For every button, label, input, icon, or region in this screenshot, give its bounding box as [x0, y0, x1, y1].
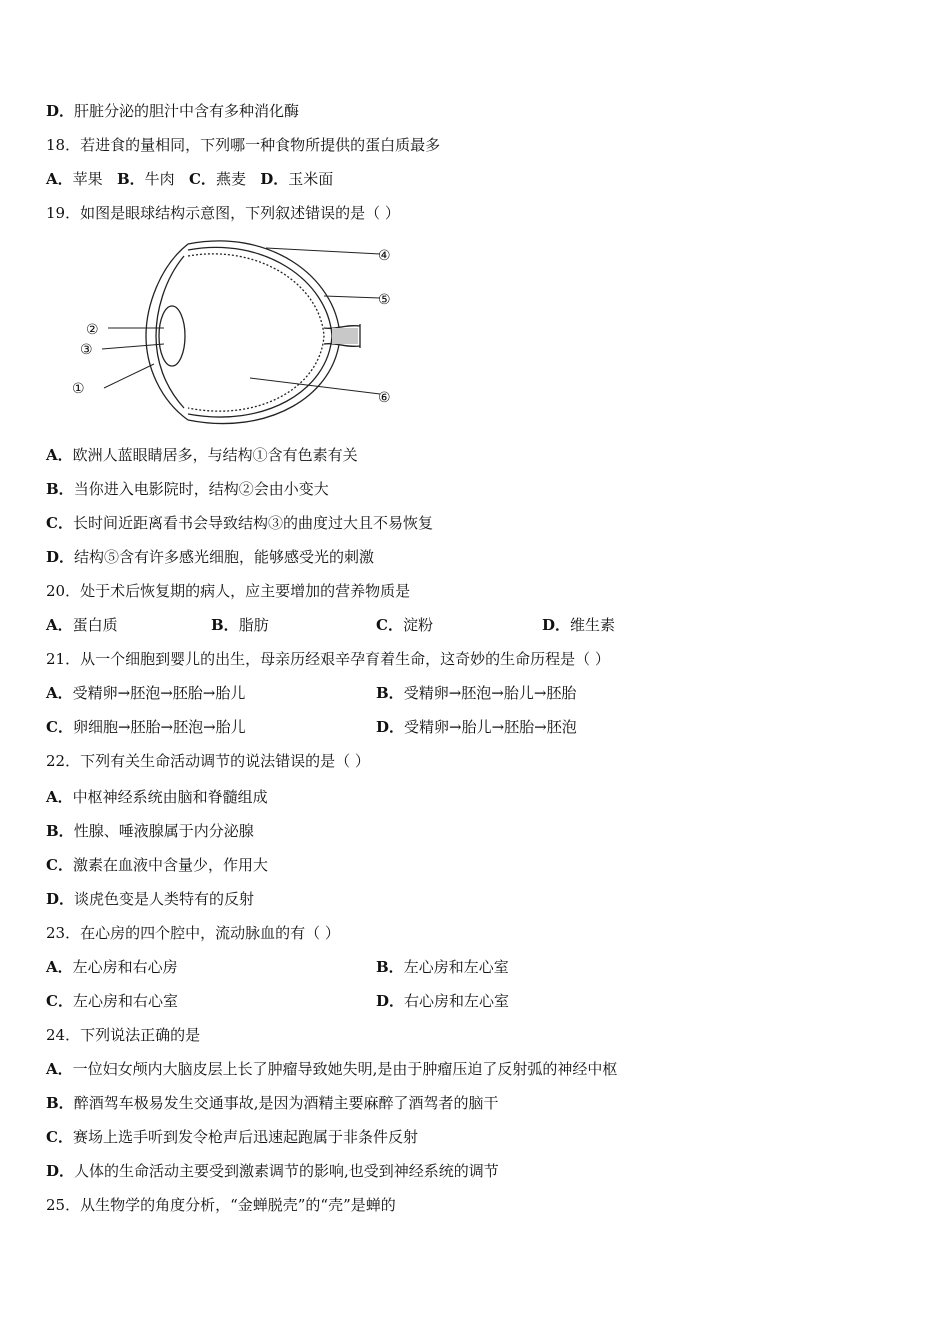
pointer-5 — [324, 296, 380, 298]
q23-options-row1 — [46, 956, 906, 978]
q23-option-d: D．右心房和左心室 — [376, 992, 510, 1010]
eyeball-outer-wall — [188, 241, 340, 424]
q22-option-b: B．性腺、唾液腺属于内分泌腺 — [46, 822, 254, 840]
q25-stem: 25．从生物学的角度分析，“金蝉脱壳”的“壳”是蝉的 — [46, 1196, 396, 1214]
q18-options: A．苹果 B．牛肉 C．燕麦 D．玉米面 — [46, 170, 334, 188]
q21-stem: 21．从一个细胞到婴儿的出生，母亲历经艰辛孕育着生命，这奇妙的生命历程是（ ） — [46, 650, 610, 668]
q23-options-row2 — [46, 990, 906, 1012]
q22-stem: 22．下列有关生命活动调节的说法错误的是（ ） — [46, 752, 370, 770]
q24-option-b: B．醉酒驾车极易发生交通事故,是因为酒精主要麻醉了酒驾者的脑干 — [46, 1094, 499, 1112]
pointer-3 — [102, 344, 164, 349]
q20-option-b: B．脂肪 — [211, 616, 269, 634]
q20-stem: 20．处于术后恢复期的病人，应主要增加的营养物质是 — [46, 582, 411, 600]
q23-option-a: A．左心房和右心房 — [46, 958, 178, 976]
q18-stem: 18．若进食的量相同，下列哪一种食物所提供的蛋白质最多 — [46, 136, 441, 154]
q20-options — [46, 614, 906, 636]
q23-option-b: B．左心房和左心室 — [376, 958, 509, 976]
cornea-outline — [146, 244, 188, 420]
q22-option-d: D．谈虎色变是人类特有的反射 — [46, 890, 255, 908]
q23-option-c: C．左心房和右心室 — [46, 992, 178, 1010]
eye-structure-diagram — [68, 236, 408, 428]
q17-option-d: D．肝脏分泌的胆汁中含有多种消化酶 — [46, 102, 300, 120]
q20-option-c: C．淀粉 — [376, 616, 433, 634]
q24-option-c: C．赛场上选手听到发令枪声后迅速起跑属于非条件反射 — [46, 1128, 418, 1146]
optic-nerve-fill — [332, 328, 358, 344]
q24-option-d: D．人体的生命活动主要受到激素调节的影响,也受到神经系统的调节 — [46, 1162, 499, 1180]
label-3: ③ — [80, 342, 93, 358]
q19-stem: 19．如图是眼球结构示意图，下列叙述错误的是（ ） — [46, 204, 400, 222]
label-2: ② — [86, 322, 99, 338]
retina-layer — [188, 254, 324, 411]
q20-option-d: D．维生素 — [542, 616, 616, 634]
q21-option-a: A．受精卵→胚泡→胚胎→胎儿 — [46, 684, 246, 702]
pointer-6 — [250, 378, 380, 394]
q21-option-b: B．受精卵→胚泡→胎儿→胚胎 — [376, 684, 577, 702]
q19-option-b: B．当你进入电影院时，结构②会由小变大 — [46, 480, 329, 498]
q24-stem: 24．下列说法正确的是 — [46, 1026, 201, 1044]
q22-option-a: A．中枢神经系统由脑和脊髓组成 — [46, 788, 268, 806]
q24-option-a: A．一位妇女颅内大脑皮层上长了肿瘤导致她失明,是由于肿瘤压迫了反射弧的神经中枢 — [46, 1060, 618, 1078]
q21-options-row1 — [46, 682, 906, 704]
q20-option-a: A．蛋白质 — [46, 616, 118, 634]
q22-option-c: C．激素在血液中含量少，作用大 — [46, 856, 268, 874]
q19-option-c: C．长时间近距离看书会导致结构③的曲度过大且不易恢复 — [46, 514, 433, 532]
eyeball-inner-wall — [188, 247, 332, 417]
pointer-1 — [104, 364, 154, 388]
q21-option-c: C．卵细胞→胚胎→胚泡→胎儿 — [46, 718, 246, 736]
pointer-4 — [266, 248, 380, 254]
label-4: ④ — [378, 248, 391, 264]
q19-option-a: A．欧洲人蓝眼睛居多，与结构①含有色素有关 — [46, 446, 358, 464]
lens-outline — [159, 306, 185, 366]
q21-option-d: D．受精卵→胎儿→胚胎→胚泡 — [376, 718, 577, 736]
q21-options-row2 — [46, 716, 906, 738]
q19-option-d: D．结构⑤含有许多感光细胞，能够感受光的刺激 — [46, 548, 375, 566]
label-6: ⑥ — [378, 390, 391, 406]
label-1: ① — [72, 381, 85, 397]
q23-stem: 23．在心房的四个腔中，流动脉血的有（ ） — [46, 924, 340, 942]
label-5: ⑤ — [378, 292, 391, 308]
